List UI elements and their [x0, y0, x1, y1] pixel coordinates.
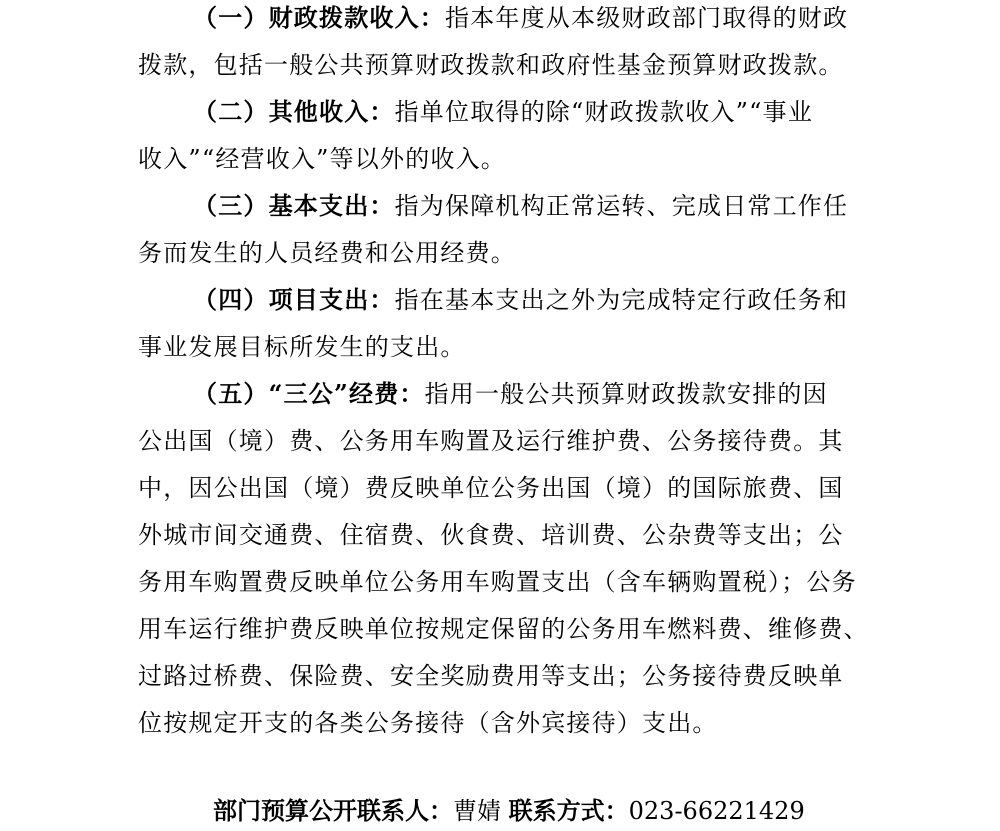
- item-5-line-6: 用车运行维护费反映单位按规定保留的公务用车燃料费、维修费、: [138, 615, 869, 643]
- contact-name: 曹婧: [453, 797, 501, 825]
- contact-footer: [213, 796, 805, 826]
- item-4-text: 指在基本支出之外为完成特定行政任务和: [394, 286, 849, 314]
- item-1-text: 指本年度从本级财政部门取得的财政: [445, 4, 849, 32]
- item-1-line-2: 拨款，包括一般公共预算财政拨款和政府性基金预算财政拨款。: [138, 51, 844, 79]
- item-5-line-2: 公出国（境）费、公务用车购置及运行维护费、公务接待费。其: [138, 427, 844, 455]
- item-1-term: （一）财政拨款收入：: [193, 3, 445, 32]
- item-5-term: （五）“三公”经费：: [193, 379, 425, 408]
- item-4-line-1: [193, 285, 848, 315]
- item-5-text: 指用一般公共预算财政拨款安排的因: [424, 380, 828, 408]
- item-5-line-8: 位按规定开支的各类公务接待（含外宾接待）支出。: [138, 709, 718, 737]
- item-2-line-2: 收入”“经营收入”等以外的收入。: [138, 145, 507, 173]
- item-3-text: 指为保障机构正常运转、完成日常工作任: [394, 192, 849, 220]
- contact-label: 部门预算公开联系人：: [213, 796, 453, 825]
- item-1-line-1: [193, 3, 848, 33]
- item-2-term: （二）其他收入：: [193, 97, 395, 126]
- item-5-line-3: 中，因公出国（境）费反映单位公务出国（境）的国际旅费、国: [138, 474, 844, 502]
- contact-method-label: 联系方式：: [508, 796, 629, 825]
- item-5-line-4: 外城市间交通费、住宿费、伙食费、培训费、公杂费等支出；公: [138, 521, 844, 549]
- item-2-line-1: [193, 97, 813, 127]
- item-5-line-5: 务用车购置费反映单位公务用车购置支出（含车辆购置税）；公务: [138, 568, 857, 596]
- item-3-line-2: 务而发生的人员经费和公用经费。: [138, 239, 516, 267]
- item-4-line-2: 事业发展目标所发生的支出。: [138, 333, 466, 361]
- item-3-term: （三）基本支出：: [193, 191, 395, 220]
- contact-phone: 023-66221429: [628, 797, 805, 825]
- item-3-line-1: [193, 191, 848, 221]
- item-2-text: 指单位取得的除“财政拨款收入”“事业: [394, 98, 814, 126]
- item-5-line-7: 过路过桥费、保险费、安全奖励费用等支出；公务接待费反映单: [138, 662, 844, 690]
- item-5-line-1: [193, 379, 828, 409]
- item-4-term: （四）项目支出：: [193, 285, 395, 314]
